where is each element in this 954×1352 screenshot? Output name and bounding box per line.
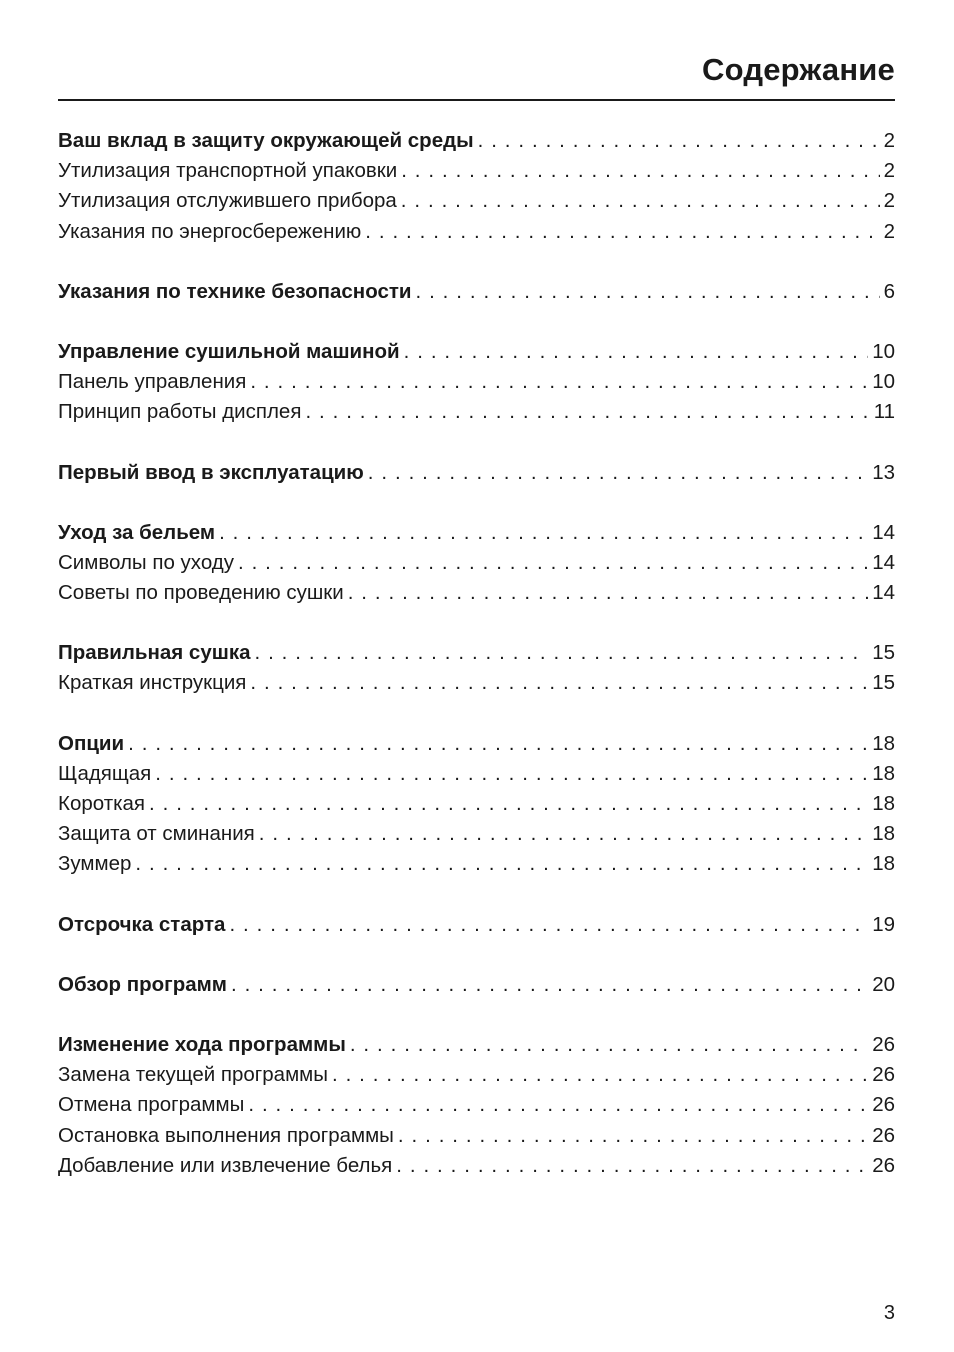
toc-dot-leader <box>398 1121 868 1151</box>
toc-entry-label: Отсрочка старта <box>58 912 226 936</box>
toc-section <box>58 729 895 880</box>
toc-dot-leader <box>250 668 868 698</box>
toc-dot-leader <box>348 578 868 608</box>
toc-section <box>58 458 895 488</box>
toc-dot-leader <box>254 638 868 668</box>
toc-dot-leader <box>238 548 868 578</box>
toc-subentry[interactable] <box>58 548 895 578</box>
toc-entry-page: 10 <box>872 370 895 394</box>
toc-entry-label: Замена текущей программы <box>58 1063 328 1087</box>
toc-entry-label: Символы по уходу <box>58 550 234 574</box>
toc-entry-page: 2 <box>883 159 895 183</box>
toc-entry-label: Ваш вклад в защиту окружающей среды <box>58 129 474 152</box>
toc-entry-page: 2 <box>883 129 895 152</box>
toc-subentry[interactable] <box>58 1060 895 1090</box>
toc-entry-label: Управление сушильной машиной <box>58 339 400 363</box>
toc-subentry[interactable] <box>58 1121 895 1151</box>
toc-subentry[interactable] <box>58 849 895 879</box>
toc-dot-leader <box>416 277 880 307</box>
toc-dot-leader <box>135 849 868 879</box>
page-title: Содержание <box>702 52 895 87</box>
toc-dot-leader <box>404 337 869 367</box>
toc-subentry[interactable] <box>58 668 895 698</box>
toc-entry-page: 18 <box>872 852 895 876</box>
toc-subentry[interactable] <box>58 789 895 819</box>
table-of-contents <box>58 126 895 1211</box>
toc-section <box>58 970 895 1000</box>
toc-heading-entry[interactable] <box>58 729 895 759</box>
toc-entry-page: 26 <box>872 1063 895 1087</box>
toc-entry-label: Уход за бельем <box>58 520 216 544</box>
toc-entry-label: Короткая <box>58 792 146 815</box>
toc-entry-page: 15 <box>872 641 895 665</box>
toc-entry-page: 2 <box>883 219 895 243</box>
page-number: 3 <box>883 1302 895 1324</box>
toc-entry-page: 13 <box>872 460 895 484</box>
toc-section <box>58 337 895 428</box>
toc-heading-entry[interactable] <box>58 458 895 488</box>
toc-entry-page: 18 <box>872 761 895 785</box>
toc-entry-label: Указания по технике безопасности <box>58 279 412 303</box>
toc-entry-label: Указания по энергосбережению <box>58 219 362 243</box>
toc-dot-leader <box>365 217 879 247</box>
toc-dot-leader <box>368 458 868 488</box>
toc-subentry[interactable] <box>58 578 895 608</box>
toc-dot-leader <box>231 970 868 1000</box>
title-rule <box>58 99 895 101</box>
toc-entry-page: 18 <box>872 822 895 846</box>
toc-dot-leader <box>219 518 868 548</box>
toc-subentry[interactable] <box>58 367 895 397</box>
toc-section <box>58 126 895 247</box>
toc-entry-page: 15 <box>872 671 895 695</box>
toc-heading-entry[interactable] <box>58 970 895 1000</box>
toc-dot-leader <box>155 759 868 789</box>
toc-entry-label: Добавление или извлечение белья <box>58 1153 393 1177</box>
toc-entry-page: 14 <box>872 581 895 605</box>
toc-entry-page: 10 <box>872 339 895 363</box>
toc-section <box>58 910 895 940</box>
toc-heading-entry[interactable] <box>58 337 895 367</box>
toc-entry-page: 6 <box>883 279 895 303</box>
toc-entry-label: Правильная сушка <box>58 641 251 665</box>
toc-subentry[interactable] <box>58 819 895 849</box>
toc-entry-page: 2 <box>883 189 895 213</box>
toc-dot-leader <box>250 367 868 397</box>
toc-entry-label: Защита от сминания <box>58 822 255 846</box>
toc-dot-leader <box>396 1151 868 1181</box>
toc-entry-label: Утилизация отслужившего прибора <box>58 189 397 213</box>
toc-entry-page: 14 <box>872 520 895 544</box>
toc-subentry[interactable] <box>58 217 895 247</box>
toc-entry-label: Панель управления <box>58 370 247 394</box>
toc-entry-page: 18 <box>872 731 895 755</box>
toc-entry-page: 18 <box>872 792 895 815</box>
toc-section <box>58 277 895 307</box>
toc-dot-leader <box>332 1060 868 1090</box>
toc-heading-entry[interactable] <box>58 638 895 668</box>
toc-dot-leader <box>350 1030 868 1060</box>
toc-heading-entry[interactable] <box>58 518 895 548</box>
toc-entry-page: 26 <box>872 1093 895 1117</box>
toc-section <box>58 638 895 698</box>
toc-section <box>58 518 895 609</box>
toc-heading-entry[interactable] <box>58 277 895 307</box>
toc-dot-leader <box>259 819 868 849</box>
toc-subentry[interactable] <box>58 186 895 216</box>
toc-dot-leader <box>401 156 879 186</box>
toc-entry-page: 19 <box>872 912 895 936</box>
toc-subentry[interactable] <box>58 1090 895 1120</box>
toc-heading-entry[interactable] <box>58 1030 895 1060</box>
toc-entry-page: 26 <box>872 1123 895 1147</box>
toc-subentry[interactable] <box>58 156 895 186</box>
toc-entry-page: 26 <box>872 1153 895 1177</box>
toc-entry-page: 14 <box>872 550 895 574</box>
toc-entry-label: Щадящая <box>58 761 152 785</box>
toc-entry-label: Краткая инструкция <box>58 671 247 695</box>
toc-dot-leader <box>149 789 868 819</box>
toc-entry-page: 26 <box>872 1032 895 1056</box>
toc-entry-label: Зуммер <box>58 852 132 876</box>
toc-entry-page: 11 <box>873 400 895 424</box>
toc-heading-entry[interactable] <box>58 126 895 156</box>
toc-dot-leader <box>478 126 880 156</box>
toc-subentry[interactable] <box>58 397 895 427</box>
toc-entry-label: Советы по проведению сушки <box>58 581 344 605</box>
toc-subentry[interactable] <box>58 759 895 789</box>
toc-dot-leader <box>401 186 880 216</box>
toc-section <box>58 1030 895 1181</box>
toc-heading-entry[interactable] <box>58 910 895 940</box>
toc-entry-label: Первый ввод в эксплуатацию <box>58 460 364 484</box>
toc-entry-label: Отмена программы <box>58 1093 245 1117</box>
toc-entry-page: 20 <box>872 972 895 996</box>
toc-dot-leader <box>229 910 868 940</box>
toc-subentry[interactable] <box>58 1151 895 1181</box>
toc-entry-label: Опции <box>58 731 125 755</box>
toc-dot-leader <box>248 1090 868 1120</box>
toc-dot-leader <box>128 729 868 759</box>
toc-entry-label: Утилизация транспортной упаковки <box>58 159 398 183</box>
toc-entry-label: Обзор программ <box>58 972 227 996</box>
toc-entry-label: Изменение хода программы <box>58 1032 346 1056</box>
toc-entry-label: Остановка выполнения программы <box>58 1123 394 1147</box>
toc-dot-leader <box>305 397 869 427</box>
toc-entry-label: Принцип работы дисплея <box>58 400 302 424</box>
